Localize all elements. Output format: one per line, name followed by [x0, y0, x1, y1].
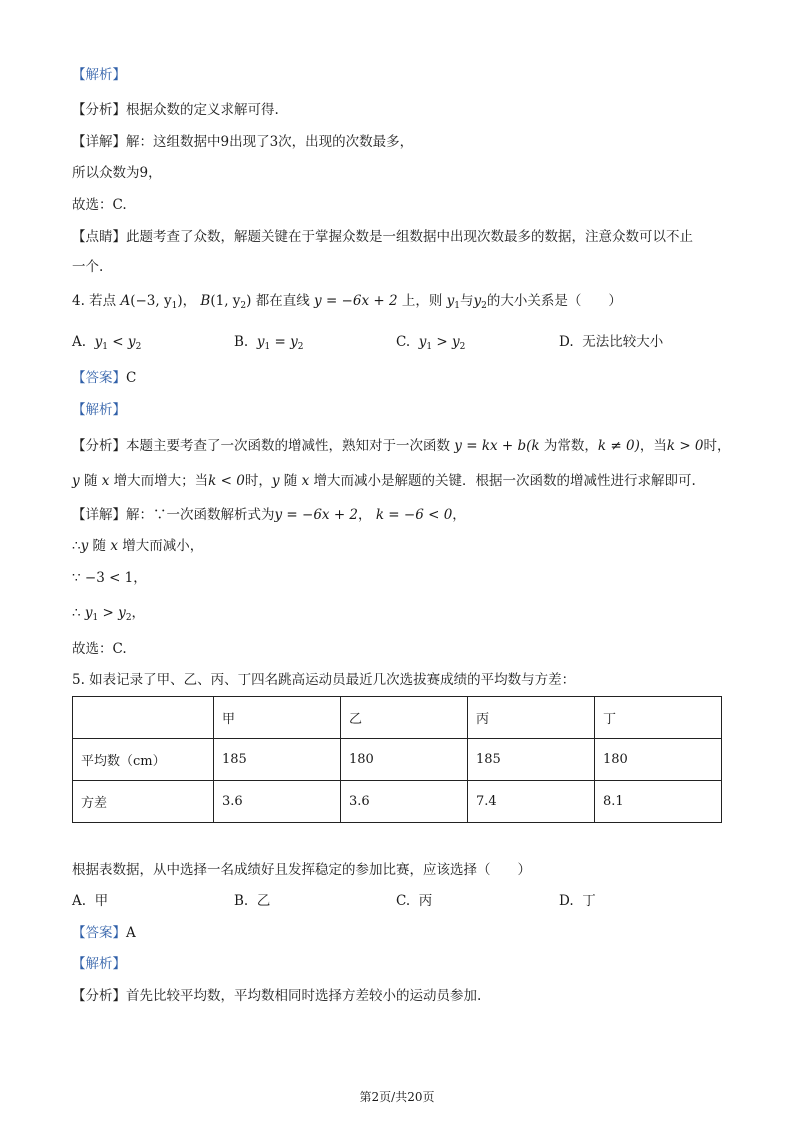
- stats-table: [72, 696, 722, 823]
- table-cell: 8.1: [595, 781, 722, 823]
- q4-option-d: D. 无法比较大小: [559, 334, 664, 350]
- xiangjie-paragraph-1: 【详解】解：这组数据中9出现了3次，出现的次数最多，: [72, 134, 414, 150]
- q5-fenxi: 【分析】首先比较平均数，平均数相同时选择方差较小的运动员参加.: [72, 988, 482, 1004]
- q4-answer: 【答案】C: [72, 370, 137, 386]
- table-cell: 180: [341, 739, 468, 781]
- q5-option-c: C. 丙: [396, 893, 433, 909]
- table-header-row: [73, 697, 722, 739]
- table-cell: 180: [595, 739, 722, 781]
- page-number-footer: 第2页/共20页: [359, 1090, 435, 1104]
- q5-answer: 【答案】A: [72, 925, 136, 941]
- table-cell: 3.6: [214, 781, 341, 823]
- dianjing-continuation: 一个.: [72, 259, 104, 275]
- q4-step-3: ∴ $y_1 > y_2$，: [72, 605, 146, 623]
- table-header-cell: 乙: [341, 697, 468, 739]
- table-cell: 7.4: [468, 781, 595, 823]
- q4-fenxi-line-2: y 随 x 增大而增大；当k < 0时，y 随 x 增大而减小是解题的关键．根据一次函数的增减性进行求解即可.: [72, 473, 696, 489]
- q4-option-a: A. $y_1 < y_2$: [72, 334, 142, 352]
- question-4-stem: 4. 若点 A(−3, $y_1$)， B(1, $y_2$) 都在直线 y = −6x + 2 上，则 $y_1$与$y_2$的大小关系是（ ）: [72, 293, 622, 311]
- fenxi-paragraph-1: 【分析】根据众数的定义求解可得.: [72, 102, 279, 118]
- table-header-cell: 甲: [214, 697, 341, 739]
- mode-line: 所以众数为9，: [72, 165, 162, 181]
- table-cell: 3.6: [341, 781, 468, 823]
- answer-line-1: 故选：C.: [72, 197, 127, 213]
- q4-option-b: B. $y_1 = y_2$: [234, 334, 304, 352]
- q4-step-2: ∵ −3 < 1，: [72, 570, 147, 586]
- q4-fenxi-line-1: 【分析】本题主要考查了一次函数的增减性，熟知对于一次函数 y = kx + b(k 为常数，k ≠ 0)，当k > 0时，: [72, 438, 731, 454]
- q4-xiangjie: 【详解】解：∵一次函数解析式为y = −6x + 2， k = −6 < 0，: [72, 507, 466, 523]
- q4-option-c: C. $y_1 > y_2$: [396, 334, 466, 352]
- q5-option-b: B. 乙: [234, 893, 271, 909]
- question-5-stem: 5. 如表记录了甲、乙、丙、丁四名跳高运动员最近几次选拔赛成绩的平均数与方差：: [72, 672, 576, 688]
- table-cell: 185: [214, 739, 341, 781]
- table-header-cell: 丁: [595, 697, 722, 739]
- table-row: [73, 739, 722, 781]
- question-5-prompt: 根据表数据，从中选择一名成绩好且发挥稳定的参加比赛，应该选择（ ）: [72, 862, 531, 878]
- jiexi-heading-2: 【解析】: [72, 402, 126, 418]
- table-cell: 方差: [73, 781, 214, 823]
- table-row: [73, 781, 722, 823]
- table-cell: 平均数（cm）: [73, 739, 214, 781]
- table-header-cell: 丙: [468, 697, 595, 739]
- q5-option-a: A. 甲: [72, 893, 109, 909]
- q5-option-d: D. 丁: [559, 893, 596, 909]
- dianjing-paragraph: 【点睛】此题考查了众数，解题关键在于掌握众数是一组数据中出现次数最多的数据，注意众数可以不止: [72, 229, 693, 245]
- jiexi-heading-3: 【解析】: [72, 956, 126, 972]
- jiexi-heading-1: 【解析】: [72, 67, 126, 83]
- table-header-cell: [73, 697, 214, 739]
- q4-answer-line: 故选：C.: [72, 641, 127, 657]
- table-cell: 185: [468, 739, 595, 781]
- q4-step-1: ∴y 随 x 增大而减小，: [72, 538, 204, 554]
